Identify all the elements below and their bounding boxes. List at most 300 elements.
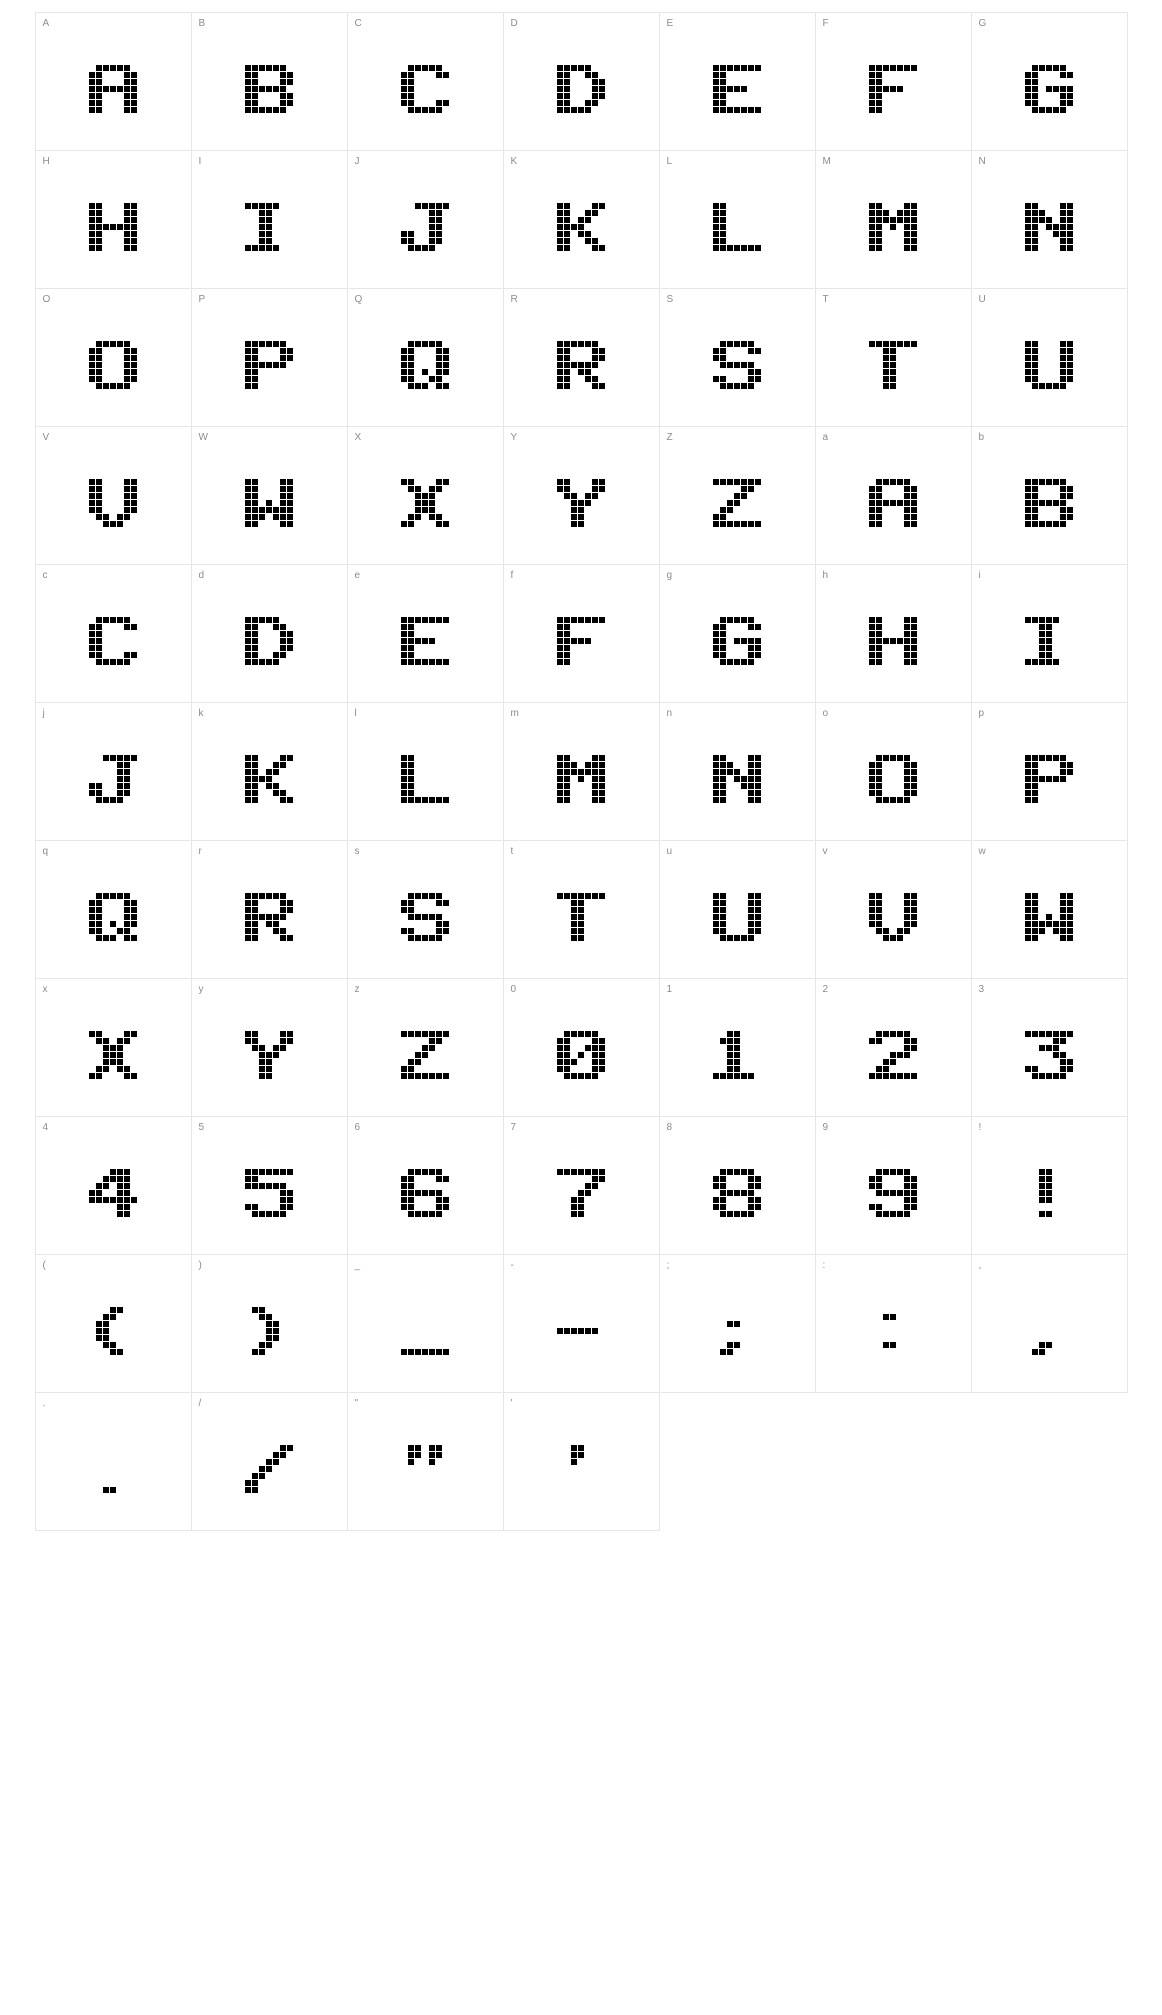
glyph-dot <box>734 355 740 361</box>
glyph-dot <box>436 1452 442 1458</box>
glyph-dot <box>1046 638 1052 644</box>
glyph-cell[interactable] <box>815 840 972 979</box>
glyph-cell[interactable] <box>503 978 660 1117</box>
glyph-dot <box>443 1190 449 1196</box>
glyph-dot <box>713 1211 719 1217</box>
glyph-label: _ <box>354 1259 361 1271</box>
glyph-dot <box>89 659 95 665</box>
glyph-dot <box>720 1052 726 1058</box>
glyph-dot <box>883 790 889 796</box>
glyph-dot <box>110 762 116 768</box>
glyph-dot <box>1039 341 1045 347</box>
glyph-dot <box>117 900 123 906</box>
glyph-cell[interactable] <box>815 426 972 565</box>
glyph-dot <box>422 65 428 71</box>
glyph-dot <box>245 1045 251 1051</box>
glyph-dot <box>585 900 591 906</box>
glyph-label: C <box>354 17 362 29</box>
glyph-dot <box>266 107 272 113</box>
glyph-dot <box>585 521 591 527</box>
glyph-dot <box>890 383 896 389</box>
glyph-dot <box>110 203 116 209</box>
glyph-dot <box>571 935 577 941</box>
glyph-dot <box>273 1176 279 1182</box>
glyph-dot <box>911 790 917 796</box>
glyph-cell[interactable] <box>971 12 1128 151</box>
glyph-cell[interactable] <box>191 1392 348 1531</box>
glyph-dot <box>1039 1335 1045 1341</box>
glyph-dot <box>755 1314 761 1320</box>
glyph-dot <box>557 1031 563 1037</box>
glyph-dot <box>1046 231 1052 237</box>
glyph-cell[interactable] <box>659 978 816 1117</box>
glyph-dot <box>422 341 428 347</box>
glyph-cell[interactable] <box>503 1116 660 1255</box>
glyph-dot <box>869 507 875 513</box>
glyph-dot <box>904 659 910 665</box>
glyph-dot <box>748 1321 754 1327</box>
glyph-cell[interactable] <box>503 1254 660 1393</box>
glyph-cell[interactable] <box>659 150 816 289</box>
glyph-dot <box>1025 776 1031 782</box>
glyph-cell[interactable] <box>347 840 504 979</box>
glyph-dot <box>741 1321 747 1327</box>
glyph-cell[interactable] <box>347 702 504 841</box>
glyph-dot <box>103 514 109 520</box>
glyph-dot <box>599 355 605 361</box>
glyph-dot <box>1032 893 1038 899</box>
glyph-dot <box>748 383 754 389</box>
glyph-dot <box>585 769 591 775</box>
glyph-dot <box>1067 1169 1073 1175</box>
glyph-cell[interactable] <box>971 150 1128 289</box>
glyph-cell[interactable] <box>815 288 972 427</box>
glyph-dot <box>259 1487 265 1493</box>
glyph-dot <box>1025 1307 1031 1313</box>
glyph-dot <box>280 935 286 941</box>
glyph-dot <box>443 514 449 520</box>
glyph-dot <box>96 224 102 230</box>
glyph-cell[interactable] <box>503 288 660 427</box>
glyph-cell[interactable] <box>191 1116 348 1255</box>
glyph-dot <box>734 210 740 216</box>
glyph-dot <box>124 521 130 527</box>
glyph-cell[interactable] <box>659 564 816 703</box>
glyph-dot <box>557 1314 563 1320</box>
glyph-dot <box>401 362 407 368</box>
glyph-dot <box>422 1059 428 1065</box>
glyph-dot <box>1025 86 1031 92</box>
glyph-cell[interactable] <box>347 12 504 151</box>
glyph-dot <box>273 921 279 927</box>
glyph-dot <box>273 935 279 941</box>
glyph-cell[interactable] <box>347 1254 504 1393</box>
glyph-dot <box>287 1335 293 1341</box>
glyph-dot <box>429 479 435 485</box>
glyph-cell[interactable] <box>35 840 192 979</box>
glyph-cell[interactable] <box>971 426 1128 565</box>
glyph-dot <box>890 1335 896 1341</box>
glyph-dot <box>1053 93 1059 99</box>
glyph-dot <box>1067 1066 1073 1072</box>
glyph-cell[interactable] <box>35 288 192 427</box>
glyph-dot <box>124 935 130 941</box>
glyph-cell[interactable] <box>35 1116 192 1255</box>
glyph-dot <box>890 645 896 651</box>
glyph-cell[interactable] <box>815 702 972 841</box>
glyph-dot <box>245 500 251 506</box>
glyph-dot <box>727 245 733 251</box>
glyph-dot <box>124 500 130 506</box>
glyph-cell[interactable] <box>503 1392 660 1531</box>
glyph-dot <box>897 1307 903 1313</box>
glyph-dot <box>564 507 570 513</box>
glyph-dot <box>1046 86 1052 92</box>
glyph-dot <box>245 1211 251 1217</box>
glyph-cell[interactable] <box>35 978 192 1117</box>
glyph-dot <box>585 1038 591 1044</box>
glyph-dot <box>890 1328 896 1334</box>
glyph-dot <box>415 1342 421 1348</box>
glyph-dot <box>571 1059 577 1065</box>
glyph-dot <box>1025 479 1031 485</box>
glyph-dot <box>564 652 570 658</box>
glyph-dot <box>131 1073 137 1079</box>
glyph-dot <box>741 659 747 665</box>
glyph-dot <box>124 1321 130 1327</box>
glyph-dot <box>571 921 577 927</box>
glyph-cell[interactable] <box>35 12 192 151</box>
glyph-dot <box>401 521 407 527</box>
glyph-dot <box>741 1328 747 1334</box>
glyph-dot <box>876 493 882 499</box>
glyph-cell[interactable] <box>35 426 192 565</box>
glyph-dot <box>259 769 265 775</box>
glyph-dot <box>1025 1073 1031 1079</box>
glyph-cell[interactable] <box>659 1116 816 1255</box>
glyph-dot <box>287 797 293 803</box>
glyph-dot <box>103 341 109 347</box>
glyph-dot <box>443 348 449 354</box>
glyph-dot <box>415 238 421 244</box>
glyph-dot <box>401 1045 407 1051</box>
glyph-dot <box>727 790 733 796</box>
glyph-dot <box>592 369 598 375</box>
glyph-dot <box>443 486 449 492</box>
glyph-dot <box>443 341 449 347</box>
glyph-dot <box>1053 1176 1059 1182</box>
glyph-dot <box>443 928 449 934</box>
glyph-label: u <box>666 845 673 857</box>
glyph-dot <box>436 1204 442 1210</box>
glyph-cell[interactable] <box>971 702 1128 841</box>
glyph-dot <box>1053 100 1059 106</box>
glyph-dot <box>415 217 421 223</box>
glyph-dot <box>436 1307 442 1313</box>
glyph-dot <box>252 762 258 768</box>
glyph-label: Q <box>354 293 363 305</box>
glyph-dot <box>110 65 116 71</box>
glyph-cell[interactable] <box>347 564 504 703</box>
glyph-dot <box>1032 1307 1038 1313</box>
glyph-dot <box>869 521 875 527</box>
glyph-dot <box>252 928 258 934</box>
glyph-dot <box>266 928 272 934</box>
glyph-dot <box>110 1328 116 1334</box>
glyph-dot <box>564 914 570 920</box>
glyph-dot <box>252 362 258 368</box>
glyph-dot <box>443 914 449 920</box>
glyph-dot <box>557 245 563 251</box>
glyph-dot <box>96 1459 102 1465</box>
glyph-cell[interactable] <box>815 1254 972 1393</box>
glyph-dot <box>443 1307 449 1313</box>
glyph-dot <box>280 376 286 382</box>
glyph-dot <box>734 900 740 906</box>
glyph-dot <box>287 355 293 361</box>
glyph-dot <box>564 1314 570 1320</box>
glyph-dot <box>1039 1038 1045 1044</box>
glyph-dot <box>266 935 272 941</box>
glyph-dot <box>1053 907 1059 913</box>
glyph-dot <box>755 645 761 651</box>
glyph-cell[interactable] <box>971 288 1128 427</box>
glyph-dot <box>1053 624 1059 630</box>
glyph-dot <box>1060 1335 1066 1341</box>
glyph-cell[interactable] <box>659 426 816 565</box>
glyph-cell[interactable] <box>35 1392 192 1531</box>
glyph-dot <box>89 1321 95 1327</box>
glyph-dot <box>1039 1052 1045 1058</box>
glyph-dot <box>124 1459 130 1465</box>
glyph-cell[interactable] <box>659 702 816 841</box>
glyph-dot <box>755 1204 761 1210</box>
glyph-dot <box>287 1176 293 1182</box>
glyph-dot <box>401 928 407 934</box>
glyph-dot <box>422 1480 428 1486</box>
glyph-cell[interactable] <box>35 702 192 841</box>
glyph-dot <box>564 479 570 485</box>
glyph-dot <box>1025 224 1031 230</box>
glyph-dot <box>1039 907 1045 913</box>
glyph-dot <box>280 1328 286 1334</box>
glyph-dot <box>748 1059 754 1065</box>
glyph-cell[interactable] <box>503 150 660 289</box>
glyph-dot <box>571 1073 577 1079</box>
glyph-dot <box>103 376 109 382</box>
glyph-dot <box>911 1211 917 1217</box>
glyph-cell[interactable] <box>191 978 348 1117</box>
glyph-cell[interactable] <box>35 1254 192 1393</box>
glyph-cell[interactable] <box>971 978 1128 1117</box>
glyph-dot <box>436 79 442 85</box>
glyph-dot <box>727 1307 733 1313</box>
glyph-dot <box>131 631 137 637</box>
glyph-cell[interactable] <box>503 702 660 841</box>
glyph-cell[interactable] <box>347 1392 504 1531</box>
glyph-cell[interactable] <box>971 564 1128 703</box>
glyph-cell[interactable] <box>659 1254 816 1393</box>
glyph-cell[interactable] <box>971 1254 1128 1393</box>
glyph-dot <box>897 1183 903 1189</box>
glyph-dot <box>911 107 917 113</box>
glyph-dot <box>287 1473 293 1479</box>
glyph-dot <box>117 231 123 237</box>
glyph-cell[interactable] <box>971 1116 1128 1255</box>
glyph-dot <box>1067 769 1073 775</box>
glyph-dot <box>741 790 747 796</box>
glyph-dot <box>571 1052 577 1058</box>
glyph-dot <box>1067 203 1073 209</box>
glyph-dot <box>869 1204 875 1210</box>
glyph-dot <box>1060 72 1066 78</box>
glyph-cell[interactable] <box>815 12 972 151</box>
glyph-dot <box>422 659 428 665</box>
glyph-dot <box>259 797 265 803</box>
glyph-cell[interactable] <box>191 426 348 565</box>
glyph-dot <box>1039 1190 1045 1196</box>
glyph-cell[interactable] <box>191 702 348 841</box>
glyph-dot <box>436 376 442 382</box>
glyph-cell[interactable] <box>347 978 504 1117</box>
glyph-dot <box>103 479 109 485</box>
glyph-dot <box>422 617 428 623</box>
glyph-dot <box>911 1349 917 1355</box>
glyph-dot <box>436 928 442 934</box>
glyph-dot <box>103 631 109 637</box>
glyph-dot <box>1053 341 1059 347</box>
glyph-artwork <box>348 1001 503 1110</box>
glyph-dot <box>401 1031 407 1037</box>
glyph-dot <box>734 659 740 665</box>
glyph-label: 6 <box>354 1121 361 1133</box>
glyph-cell[interactable] <box>191 840 348 979</box>
glyph-dot <box>266 507 272 513</box>
glyph-dot <box>564 107 570 113</box>
glyph-dot <box>280 203 286 209</box>
glyph-dot <box>408 907 414 913</box>
glyph-dot <box>1067 1314 1073 1320</box>
glyph-dot <box>578 921 584 927</box>
glyph-dot <box>557 921 563 927</box>
glyph-dot <box>755 486 761 492</box>
glyph-dot <box>408 65 414 71</box>
glyph-dot <box>1039 245 1045 251</box>
glyph-cell[interactable] <box>659 12 816 151</box>
glyph-dot <box>110 72 116 78</box>
glyph-dot <box>720 907 726 913</box>
glyph-dot <box>876 1321 882 1327</box>
glyph-cell[interactable] <box>971 840 1128 979</box>
glyph-cell[interactable] <box>191 564 348 703</box>
glyph-dot <box>564 1321 570 1327</box>
glyph-dot <box>266 1045 272 1051</box>
glyph-dot <box>883 645 889 651</box>
glyph-dot <box>904 493 910 499</box>
glyph-dot <box>401 486 407 492</box>
glyph-dot <box>259 514 265 520</box>
glyph-cell[interactable] <box>815 978 972 1117</box>
glyph-dot <box>734 341 740 347</box>
glyph-dot <box>599 369 605 375</box>
glyph-cell[interactable] <box>191 288 348 427</box>
glyph-dot <box>741 362 747 368</box>
glyph-cell[interactable] <box>347 150 504 289</box>
glyph-dot <box>869 1190 875 1196</box>
glyph-dot <box>266 1169 272 1175</box>
glyph-dot <box>897 79 903 85</box>
glyph-dot <box>564 907 570 913</box>
glyph-dot <box>755 1190 761 1196</box>
glyph-dot <box>890 900 896 906</box>
glyph-dot <box>869 93 875 99</box>
glyph-cell[interactable] <box>659 288 816 427</box>
glyph-dot <box>124 1176 130 1182</box>
glyph-dot <box>883 652 889 658</box>
glyph-dot <box>408 500 414 506</box>
glyph-cell[interactable] <box>347 426 504 565</box>
glyph-dot <box>748 645 754 651</box>
glyph-dot <box>883 521 889 527</box>
glyph-dot <box>564 1473 570 1479</box>
glyph-dot <box>422 1321 428 1327</box>
glyph-cell[interactable] <box>815 150 972 289</box>
glyph-dot <box>436 1335 442 1341</box>
glyph-dot <box>429 921 435 927</box>
glyph-dot <box>727 645 733 651</box>
glyph-dot <box>904 1052 910 1058</box>
glyph-dot <box>734 1169 740 1175</box>
glyph-cell[interactable] <box>503 12 660 151</box>
glyph-cell[interactable] <box>815 564 972 703</box>
glyph-dot <box>1053 1342 1059 1348</box>
glyph-cell[interactable] <box>35 564 192 703</box>
glyph-cell[interactable] <box>191 1254 348 1393</box>
glyph-dot <box>110 1031 116 1037</box>
glyph-dot <box>734 238 740 244</box>
glyph-cell[interactable] <box>815 1116 972 1255</box>
glyph-cell[interactable] <box>191 12 348 151</box>
glyph-dot <box>741 348 747 354</box>
glyph-dot <box>727 486 733 492</box>
glyph-cell[interactable] <box>503 840 660 979</box>
glyph-cell[interactable] <box>191 150 348 289</box>
glyph-dot <box>911 203 917 209</box>
glyph-dot <box>904 224 910 230</box>
glyph-dot <box>429 1204 435 1210</box>
glyph-cell[interactable] <box>659 840 816 979</box>
glyph-cell[interactable] <box>503 564 660 703</box>
glyph-dot <box>748 769 754 775</box>
glyph-dot <box>720 1059 726 1065</box>
glyph-dot <box>124 1038 130 1044</box>
glyph-cell[interactable] <box>347 288 504 427</box>
glyph-dot <box>883 1066 889 1072</box>
glyph-dot <box>280 1190 286 1196</box>
glyph-cell[interactable] <box>347 1116 504 1255</box>
glyph-dot <box>124 369 130 375</box>
glyph-dot <box>273 93 279 99</box>
glyph-dot <box>96 479 102 485</box>
glyph-dot <box>578 72 584 78</box>
glyph-dot <box>1046 521 1052 527</box>
glyph-cell[interactable] <box>35 150 192 289</box>
glyph-cell[interactable] <box>503 426 660 565</box>
glyph-dot <box>713 1073 719 1079</box>
glyph-dot <box>429 348 435 354</box>
glyph-dot <box>1053 631 1059 637</box>
glyph-dot <box>869 355 875 361</box>
